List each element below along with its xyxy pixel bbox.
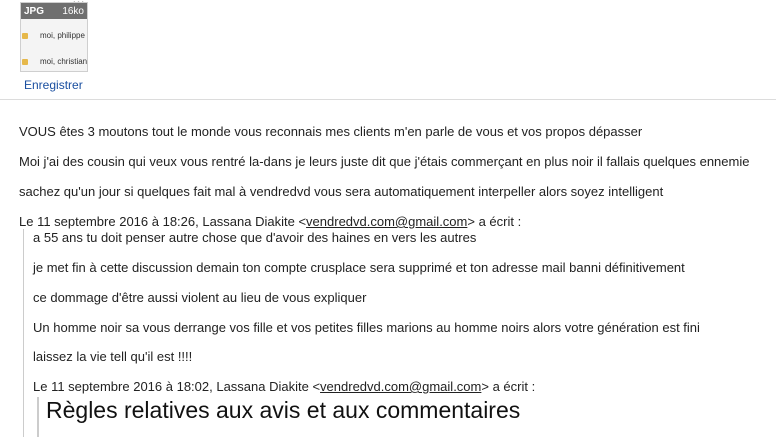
email-link[interactable]: vendredvd.com@gmail.com (306, 214, 468, 229)
attachment-header (21, 3, 87, 19)
message-paragraph: Moi j'ai des cousin qui veux vous rentré la-dans je leurs juste dit que j'étais commerçant en plus noir il fallais quelques ennemie (19, 154, 750, 169)
attachment-thumbnail[interactable] (20, 2, 88, 72)
attachment-type: JPG (24, 5, 45, 17)
quoted-paragraph: ce dommage d'être aussi violent au lieu de vous expliquer (33, 290, 367, 305)
save-attachment-link[interactable]: Enregistrer (24, 78, 83, 92)
rules-heading: Règles relatives aux avis et aux commentaires (46, 397, 521, 423)
message-paragraph: sachez qu'un jour si quelques fait mal à vendredvd vous sera automatiquement interpeller alors soyez intelligent (19, 184, 664, 199)
quoted-reply-header: Le 11 septembre 2016 à 18:02, Lassana Diakite <vendredvd.com@gmail.com> a écrit : (33, 379, 536, 394)
attachment-preview-line: moi, christian (21, 56, 87, 70)
email-link[interactable]: vendredvd.com@gmail.com (320, 379, 482, 394)
folder-icon (22, 33, 28, 39)
reply-header: Le 11 septembre 2016 à 18:26, Lassana Diakite <vendredvd.com@gmail.com> a écrit : (19, 214, 522, 229)
quoted-paragraph: Un homme noir sa vous derrange vos fille et vos petites filles marions au homme noirs alors votre génération est fini (33, 320, 700, 335)
quoted-paragraph: je met fin à cette discussion demain ton compte crusplace sera supprimé et ton adresse mail banni définitivement (33, 260, 685, 275)
quoted-paragraph: a 55 ans tu doit penser autre chose que d'avoir des haines en vers les autres (33, 230, 477, 245)
quote-bar (23, 229, 24, 437)
quoted-paragraph: laissez la vie tell qu'il est !!!! (33, 349, 193, 364)
attachment-size: 16ko (62, 5, 84, 17)
attachment-preview-line: moi, philippe (21, 30, 87, 44)
message-paragraph: VOUS êtes 3 moutons tout le monde vous reconnais mes clients m'en parle de vous et vos propos dépasser (19, 124, 643, 139)
folder-icon (22, 59, 28, 65)
nested-quote-bar (37, 397, 39, 437)
divider (0, 99, 776, 100)
